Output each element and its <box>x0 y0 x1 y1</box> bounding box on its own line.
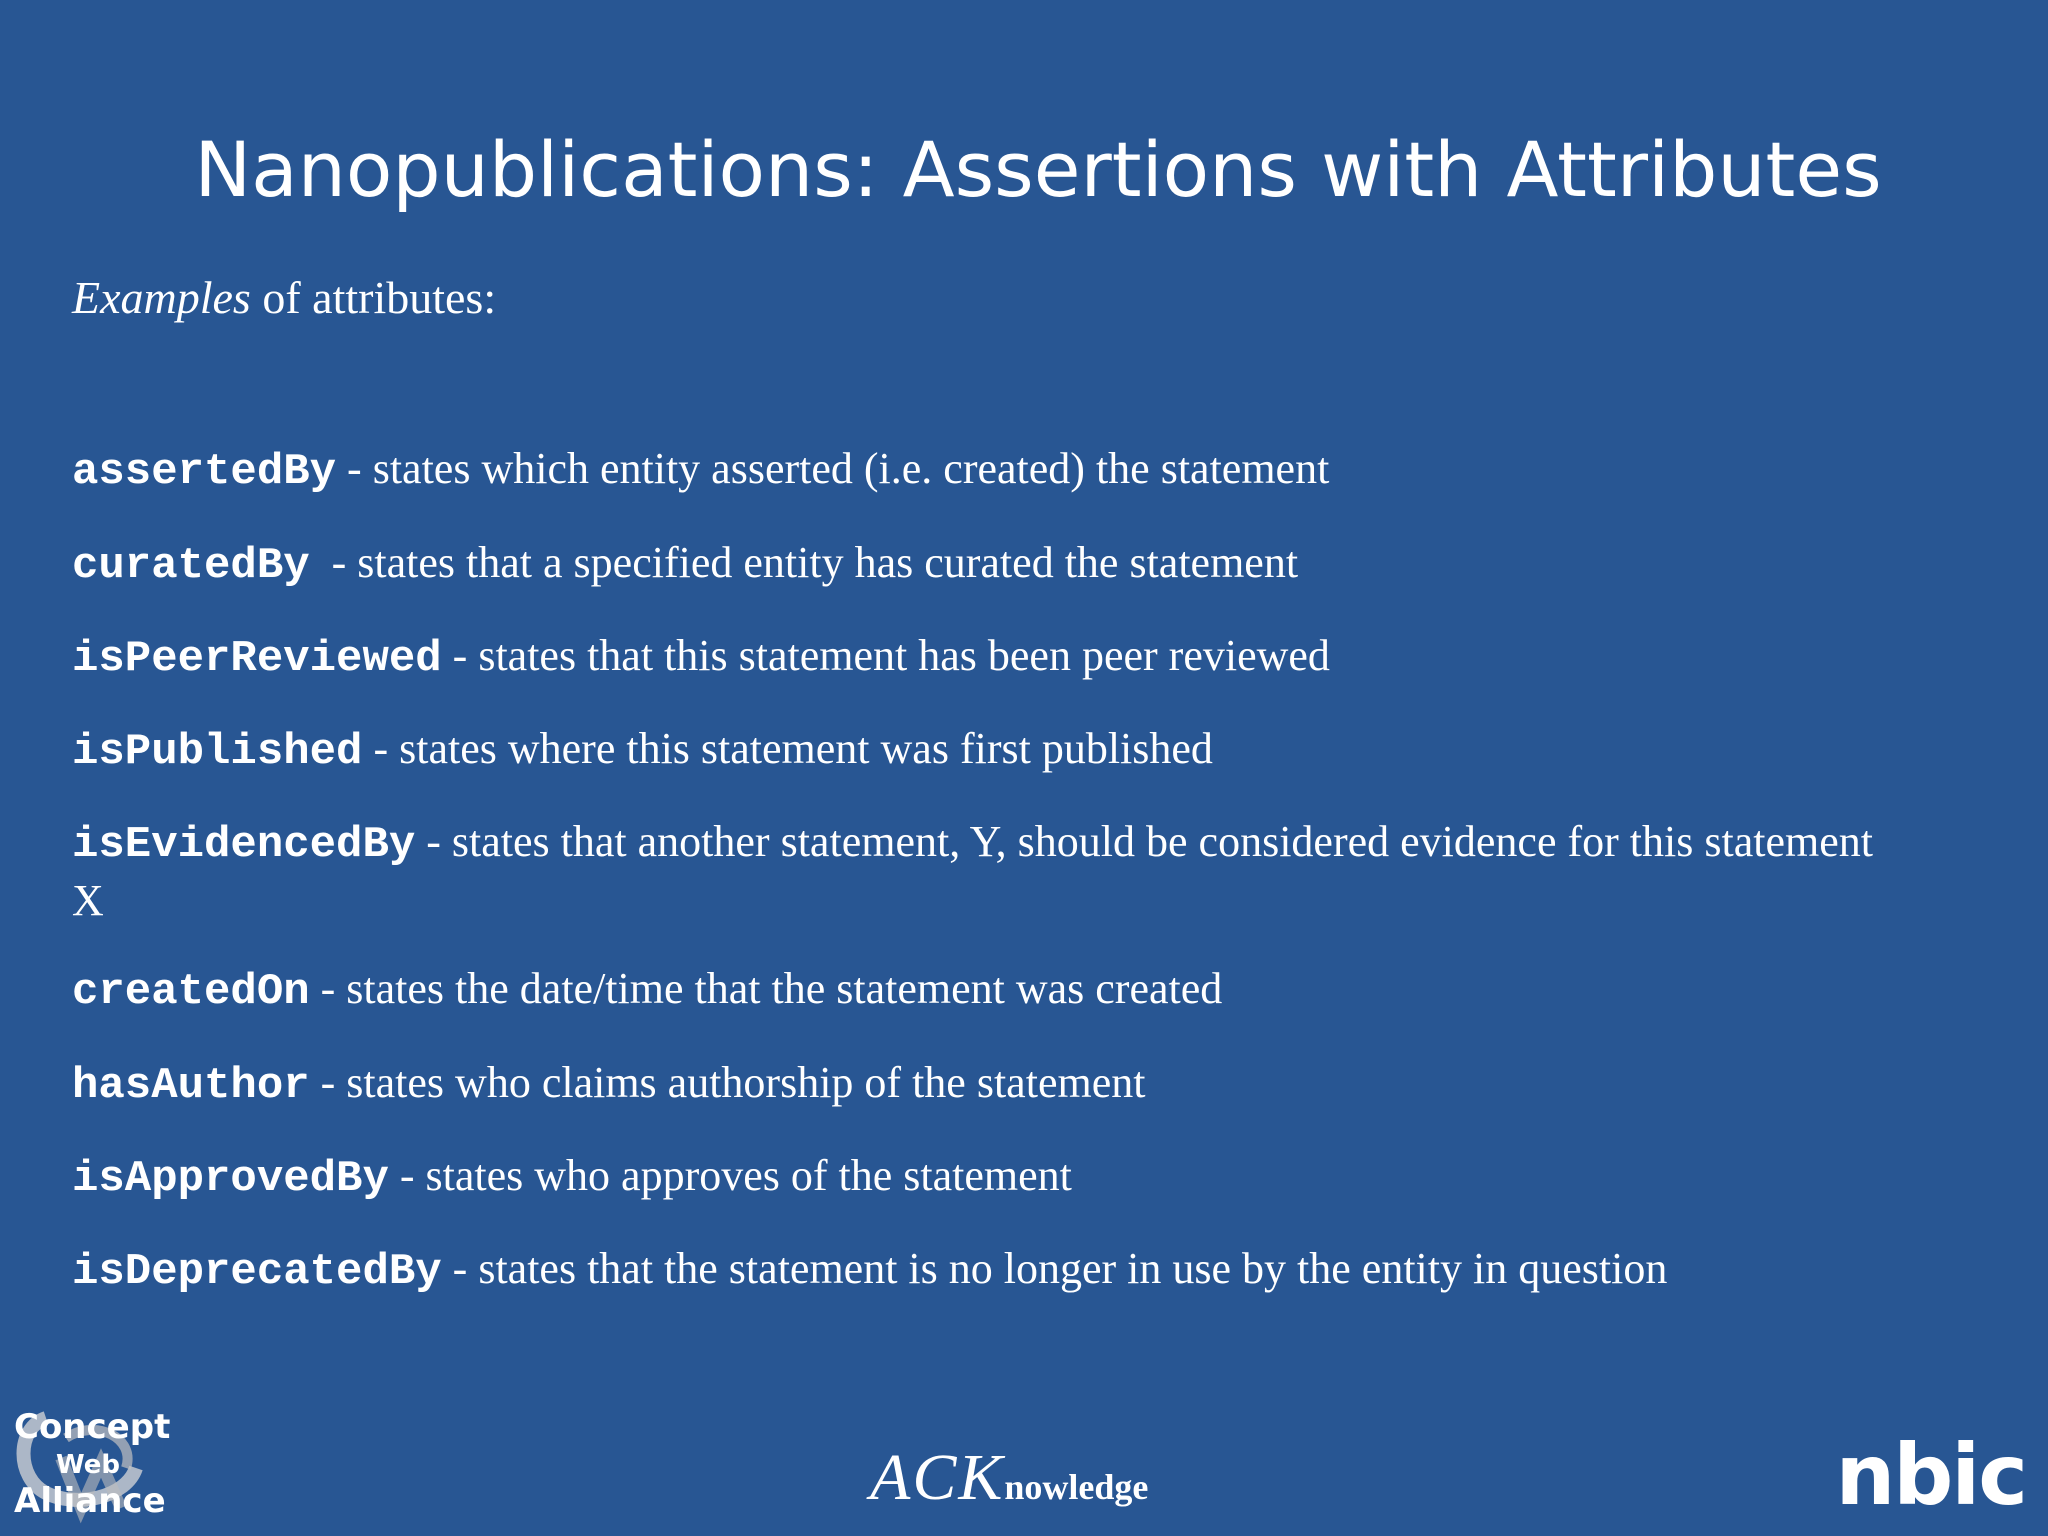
attribute-description: - states where this statement was first published <box>362 724 1213 773</box>
acknowledge-logo <box>870 1440 1148 1516</box>
acknowledge-logo-caps: ACK <box>870 1441 1005 1514</box>
list-item <box>72 721 1872 780</box>
attribute-name: isApprovedBy <box>72 1154 389 1204</box>
attribute-name: curatedBy <box>72 541 310 591</box>
list-item <box>72 814 1882 929</box>
acknowledge-logo-rest: nowledge <box>1004 1467 1149 1507</box>
cwa-line-2: Web <box>56 1450 120 1480</box>
list-item <box>72 628 1872 687</box>
list-item <box>72 1241 1872 1300</box>
attribute-description: - states that the statement is no longer in use by the entity in question <box>441 1244 1668 1293</box>
attribute-description: - states which entity asserted (i.e. created) the statement <box>336 444 1330 493</box>
intro-text <box>72 268 496 328</box>
list-item <box>72 961 1872 1020</box>
attribute-description: - states that a specified entity has curated the statement <box>309 538 1299 587</box>
cwa-line-3: Alliance <box>14 1481 166 1521</box>
attribute-description: - states the date/time that the statement was created <box>309 964 1223 1013</box>
attribute-name: hasAuthor <box>72 1061 310 1111</box>
attribute-name: isPublished <box>72 727 363 777</box>
list-item <box>72 1055 1872 1114</box>
attribute-description: - states who approves of the statement <box>388 1151 1072 1200</box>
concept-web-alliance-logo <box>6 1398 176 1528</box>
attribute-description: - states that this statement has been peer reviewed <box>441 631 1330 680</box>
attribute-description: - states that another statement, Y, should be considered evidence for this statement X <box>72 817 1873 925</box>
attribute-description: - states who claims authorship of the statement <box>309 1058 1146 1107</box>
attribute-name: isPeerReviewed <box>72 634 442 684</box>
nbic-logo: nbic <box>1835 1426 2026 1524</box>
cwa-line-1: Concept <box>14 1407 171 1447</box>
list-item <box>72 441 1872 500</box>
intro-emphasis: Examples <box>72 272 251 323</box>
list-item <box>72 535 1872 594</box>
attribute-name: isEvidencedBy <box>72 820 416 870</box>
list-item <box>72 1148 1872 1207</box>
slide-title: Nanopublications: Assertions with Attributes <box>194 125 1882 214</box>
attribute-name: isDeprecatedBy <box>72 1247 442 1297</box>
attribute-name: assertedBy <box>72 447 337 497</box>
intro-rest: of attributes: <box>250 272 497 323</box>
attribute-name: createdOn <box>72 967 310 1017</box>
